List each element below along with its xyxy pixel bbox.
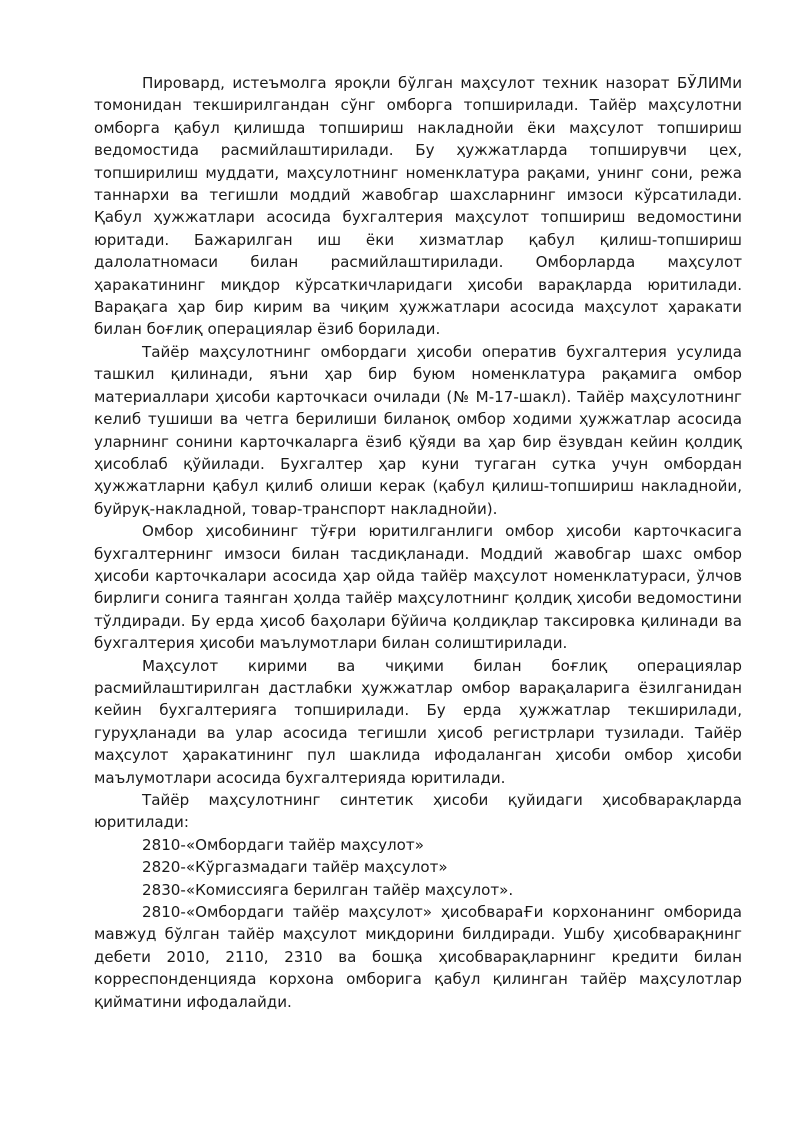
account-item-2810: 2810-«Омбордаги тайёр маҳсулот» bbox=[142, 835, 424, 854]
account-item-2820: 2820-«Кўргазмадаги тайёр маҳсулот» bbox=[142, 858, 448, 877]
paragraph-3: Омбор ҳисобининг тўғри юритилганлиги омбор ҳисоби карточкасига бухгалтернинг имзоси билан тасдиқланади. Моддий жавобгар шахс омбор ҳисоби карточкалари асосида ҳар ойда тайёр маҳсулот номенклатураси, ўлчов бирлиги сонига таянган ҳолда тайёр маҳсулотнинг қолдиқ ҳисоби ведомостини тўлдиради. Бу ерда ҳисоб баҳолари бўйича қолдиқлар таксировка қилинади ва бухгалтерия ҳисоби маълумотлари билан солиштирилади. bbox=[94, 522, 742, 653]
account-item-2830: 2830-«Комиссияга берилган тайёр маҳсулот». bbox=[142, 880, 514, 899]
paragraph-2: Тайёр маҳсулотнинг омбордаги ҳисоби оператив бухгалтерия усулида ташкил қилинади, яъни ҳар бир буюм номенклатура рақамига омбор материаллари ҳисоби карточкаси очилади (№ М-17-шакл). Тайёр маҳсулотнинг келиб тушиши ва четга берилиши биланоқ омбор ходими ҳужжатлар асосида уларнинг сонини карточкаларга ёзиб қўяди ва ҳар бир ёзувдан кейин қолдиқ ҳисоблаб қўйилади. Бухгалтер ҳар куни тугаган сутка учун омбордан ҳужжатларни қабул қилиб олиши керак (қабул қилиш-топшириш накладнойи, буйруқ-накладной, товар-транспорт накладнойи). bbox=[94, 342, 742, 518]
paragraph-5: Тайёр маҳсулотнинг синтетик ҳисоби қуйидаги ҳисобварақларда юритилади: bbox=[94, 791, 742, 832]
paragraph-1: Пировард, истеъмолга яроқли бўлган маҳсулот техник назорат БЎЛИМи томонидан текширилгандан сўнг омборга топширилади. Тайёр маҳсулотни омборга қабул қилишда топшириш накладнойи ёки маҳсулот топшириш ведомостида расмийлаштирилади. Бу ҳужжатларда топширувчи цех, топширилиш муддати, маҳсулотнинг номенклатура рақами, унинг сони, режа таннархи ва тегишли моддий жавобгар шахсларнинг имзоси кўрсатилади. Қабул ҳужжатлари асосида бухгалтерия маҳсулот топшириш ведомостини юритади. Бажарилган иш ёки хизматлар қабул қилиш-топшириш далолатномаси билан расмийлаштирилади. Омборларда маҳсулот ҳаракатининг миқдор кўрсаткичларидаги ҳисоби варақларда юритилади. Варақага ҳар бир кирим ва чиқим ҳужжатлари асосида маҳсулот ҳаракати билан боғлиқ операциялар ёзиб борилади. bbox=[94, 74, 742, 339]
document-page bbox=[94, 72, 742, 1013]
closing-paragraph: 2810-«Омбордаги тайёр маҳсулот» ҳисобвараҒи корхонанинг омборида мавжуд бўлган тайёр маҳсулот миқдорини билдиради. Ушбу ҳисобварақнинг дебети 2010, 2110, 2310 ва бошқа ҳисобварақларнинг кредити билан корреспонденцияда корхона омборига қабул қилинган тайёр маҳсулотлар қийматини ифодалайди. bbox=[94, 903, 742, 1011]
paragraph-4: Маҳсулот кирими ва чиқими билан боғлиқ операциялар расмийлаштирилган дастлабки ҳужжатлар омбор варақаларига ёзилганидан кейин бухгалтерияга топширилади. Бу ерда ҳужжатлар текширилади, гуруҳланади ва улар асосида тегишли ҳисоб регистрлари тузилади. Тайёр маҳсулот ҳаракатининг пул шаклида ифодаланган ҳисоби омбор ҳисоби маълумотлари асосида бухгалтерияда юритилади. bbox=[94, 656, 742, 787]
